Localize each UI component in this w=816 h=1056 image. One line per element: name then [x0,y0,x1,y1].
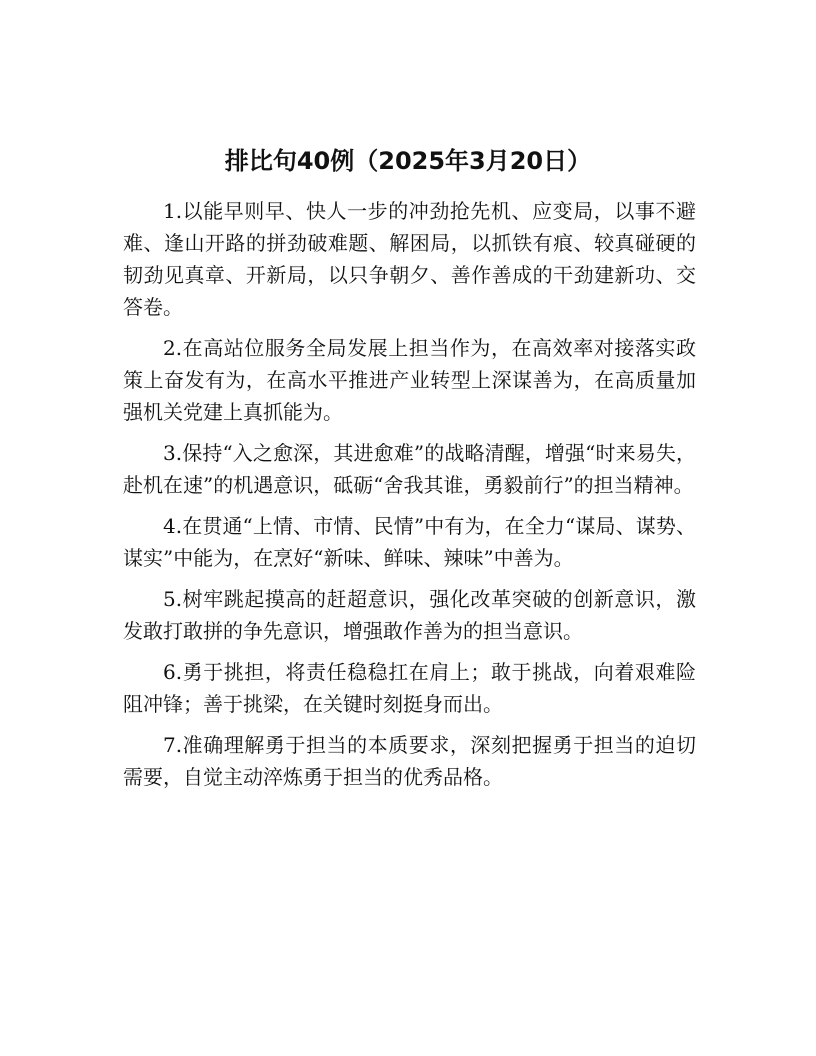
paragraph-5: 5.树牢跳起摸高的赶超意识，强化改革突破的创新意识，激发敢打敢拼的争先意识，增强敢作善为的担当意识。 [123,587,696,643]
paragraph-2: 2.在高站位服务全局发展上担当作为，在高效率对接落实政策上奋发有为，在高水平推进产业转型上深谋善为，在高质量加强机关党建上真抓能为。 [123,336,696,424]
paragraph-3: 3.保持“入之愈深，其进愈难”的战略清醒，增强“时来易失，赴机在速”的机遇意识，砥砺“舍我其谁，勇毅前行”的担当精神。 [123,441,696,497]
document-body [123,195,696,802]
paragraph-4: 4.在贯通“上情、市情、民情”中有为，在全力“谋局、谋势、谋实”中能为，在烹好“新味、鲜味、辣味”中善为。 [123,514,696,570]
paragraph-1: 1.以能早则早、快人一步的冲劲抢先机、应变局，以事不避难、逢山开路的拼劲破难题、解困局，以抓铁有痕、较真碰硬的韧劲见真章、开新局，以只争朝夕、善作善成的干劲建新功、交答卷。 [123,199,696,319]
document-title: 排比句40例（2025年3月20日） [224,147,592,175]
paragraph-7: 7.准确理解勇于担当的本质要求，深刻把握勇于担当的迫切需要，自觉主动淬炼勇于担当的优秀品格。 [123,733,696,789]
paragraph-6: 6.勇于挑担，将责任稳稳扛在肩上；敢于挑战，向着艰难险阻冲锋；善于挑梁，在关键时刻挺身而出。 [123,660,696,716]
